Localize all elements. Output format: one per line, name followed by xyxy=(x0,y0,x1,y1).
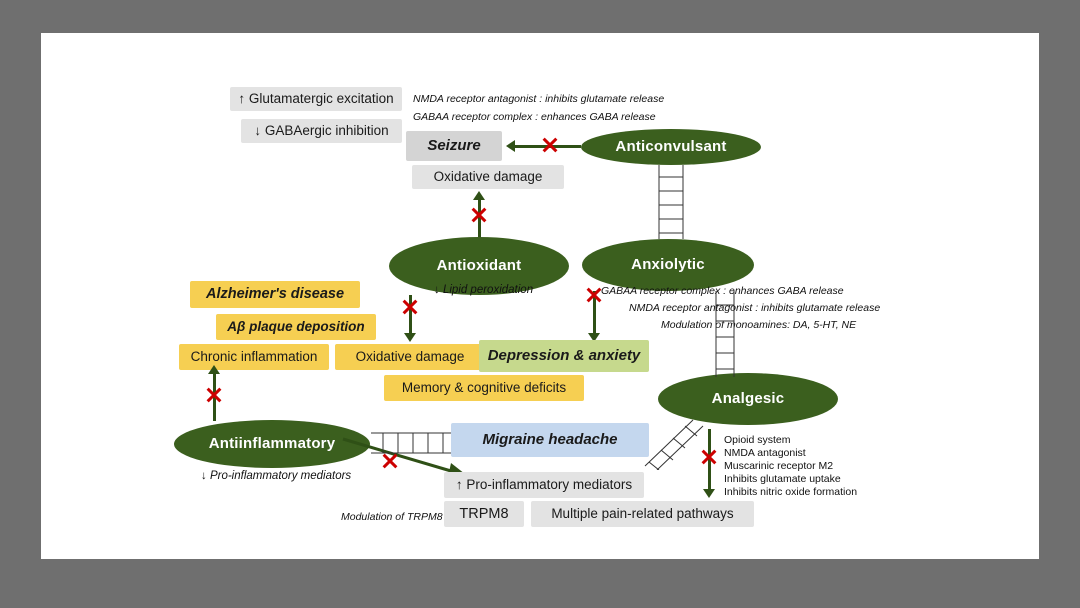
node-anticonvulsant: Anticonvulsant xyxy=(581,129,761,165)
annotation-analgesic-mechanism-1: Opioid system xyxy=(724,434,791,446)
annotation-analgesic-mechanism-2: NMDA antagonist xyxy=(724,447,806,459)
inhibition-cross-seizure xyxy=(541,136,559,154)
inhibition-cross-oxidative-mid xyxy=(401,298,419,316)
annotation-analgesic-mechanism-3: Muscarinic receptor M2 xyxy=(724,460,834,472)
arrowhead-antioxidant-to-oxidative-mid xyxy=(404,333,416,342)
box-depression-anxiety: Depression & anxiety xyxy=(479,340,649,372)
diagram-canvas xyxy=(41,33,1039,559)
annotation-analgesic-mechanism-5: Inhibits nitric oxide formation xyxy=(724,486,858,498)
box-pain-pathways: Multiple pain-related pathways xyxy=(531,501,754,527)
box-alzheimers-disease: Alzheimer's disease xyxy=(190,281,360,308)
box-trpm8: TRPM8 xyxy=(444,501,524,527)
node-antiinflammatory: Antiinflammatory xyxy=(174,420,370,468)
annotation-analgesic-mechanism-4: Inhibits glutamate uptake xyxy=(724,473,841,485)
annotation-lipid-peroxidation: ↓ Lipid peroxidation xyxy=(434,284,534,296)
annotation-modulation-trpm8: Modulation of TRPM8 xyxy=(341,511,443,523)
node-anxiolytic: Anxiolytic xyxy=(582,239,754,291)
arrowhead-anticonvulsant-to-seizure xyxy=(506,140,515,152)
box-oxidative-damage-mid: Oxidative damage xyxy=(335,344,485,370)
box-oxidative-damage-top: Oxidative damage xyxy=(412,165,564,189)
annotation-seizure-mechanism-1: NMDA receptor antagonist : inhibits glutamate release xyxy=(413,93,665,105)
box-migraine-headache: Migraine headache xyxy=(451,423,649,457)
box-pro-inflammatory-mediators: ↑ Pro-inflammatory mediators xyxy=(444,472,644,498)
annotation-anxiolytic-mechanism-1: GABAA receptor complex : enhances GABA release xyxy=(601,285,844,297)
box-chronic-inflammation: Chronic inflammation xyxy=(179,344,329,370)
box-glutamatergic-excitation: ↑ Glutamatergic excitation xyxy=(230,87,402,111)
annotation-anxiolytic-mechanism-3: Modulation of monoamines: DA, 5-HT, NE xyxy=(661,319,857,331)
box-plaque-deposition: Aβ plaque deposition xyxy=(216,314,376,340)
annotation-seizure-mechanism-2: GABAA receptor complex : enhances GABA release xyxy=(413,111,656,123)
connector-anticonvulsant-anxiolytic xyxy=(655,165,687,239)
annotation-anxiolytic-mechanism-2: NMDA receptor antagonist : inhibits glutamate release xyxy=(629,302,881,314)
box-memory-deficits: Memory & cognitive deficits xyxy=(384,375,584,401)
arrowhead-antioxidant-to-oxidative-damage xyxy=(473,191,485,200)
inhibition-cross-chronic-inflammation xyxy=(205,386,223,404)
node-analgesic: Analgesic xyxy=(658,373,838,425)
connector-analgesic-migraine xyxy=(641,418,705,470)
box-gabaergic-inhibition: ↓ GABAergic inhibition xyxy=(241,119,402,143)
inhibition-cross-depression xyxy=(585,286,603,304)
inhibition-cross-analgesic xyxy=(700,448,718,466)
node-antioxidant: Antioxidant xyxy=(389,237,569,295)
arrowhead-antiinflammatory-to-chronic xyxy=(208,365,220,374)
connector-anxiolytic-analgesic xyxy=(713,291,737,377)
arrowhead-analgesic-to-pain-pathways xyxy=(703,489,715,498)
connector-antiinflammatory-migraine xyxy=(371,430,453,456)
inhibition-cross-oxidative-top xyxy=(470,206,488,224)
box-seizure: Seizure xyxy=(406,131,502,161)
annotation-pro-inflammatory-down: ↓ Pro-inflammatory mediators xyxy=(201,470,352,482)
